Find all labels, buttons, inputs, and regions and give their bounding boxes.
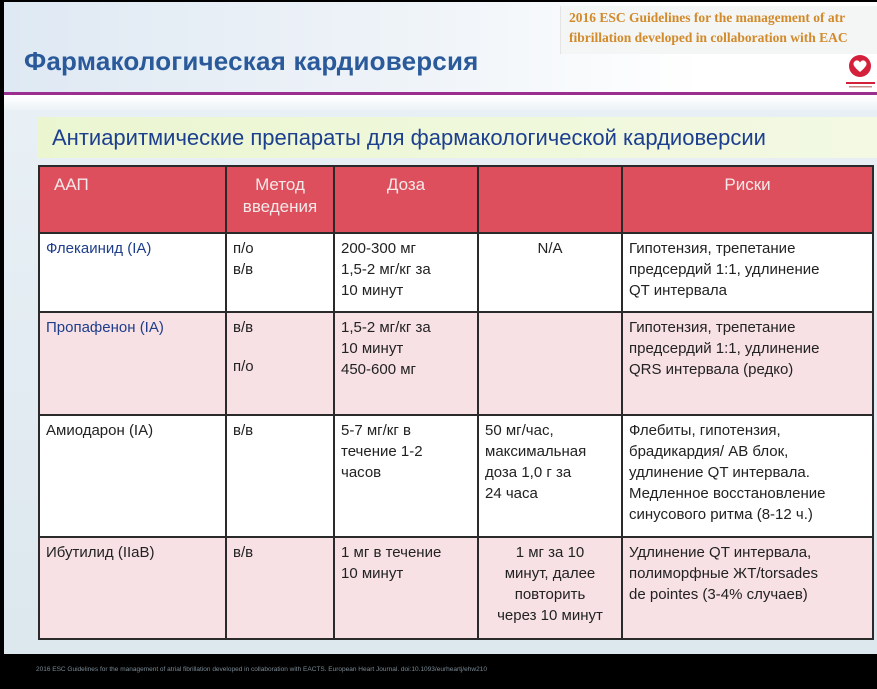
method-line: в/в — [233, 422, 254, 439]
reference-line-1: 2016 ESC Guidelines for the management of atr — [569, 10, 846, 25]
header-method-line-1: Метод — [255, 175, 305, 194]
drug-name: Флекаинид (IA) — [39, 233, 226, 312]
extra-line: 1 мг за 10 — [515, 544, 585, 561]
method-line: в/в — [233, 544, 254, 561]
dose-line: 1 мг в течение — [341, 544, 442, 561]
extra-line: максимальная — [485, 443, 587, 460]
footer-citation: 2016 ESC Guidelines for the management of atrial fibrillation developed in collaboration with EACTS. European Heart Journal. doi:10.1093/eurheartj/ehw210 — [36, 666, 487, 673]
header-aap: ААП — [39, 166, 226, 233]
extra-line: 24 часа — [485, 485, 538, 502]
method-cell — [226, 312, 334, 415]
header-method — [226, 166, 334, 233]
header-dose: Доза — [334, 166, 478, 233]
dose-line: 1,5-2 мг/кг за — [341, 319, 431, 336]
dose-cell — [334, 537, 478, 639]
reference-line-2: fibrillation developed in collaboration with EAC — [569, 30, 848, 45]
risk-line: Флебиты, гипотензия, — [629, 422, 781, 439]
drug-name: Ибутилид (IIaB) — [39, 537, 226, 639]
page-title: Фармакологическая кардиоверсия — [24, 46, 479, 76]
risk-line: Удлинение QT интервала, — [629, 544, 812, 561]
table-row — [39, 312, 873, 415]
risks-cell — [622, 312, 873, 415]
extra-cell — [478, 537, 622, 639]
extra-cell: N/A — [478, 233, 622, 312]
heart-logo-icon — [844, 52, 877, 92]
dose-line: часов — [341, 464, 382, 481]
risk-line: Гипотензия, трепетание — [629, 240, 796, 257]
extra-line: 50 мг/час, — [485, 422, 554, 439]
risk-line: de pointes (3-4% случаев) — [629, 586, 808, 603]
table-header-row — [39, 166, 873, 233]
risk-line: брадикардия/ АВ блок, — [629, 443, 789, 460]
drug-name: Пропафенон (IA) — [39, 312, 226, 415]
table-row — [39, 415, 873, 537]
risk-line: синусового ритма (8-12 ч.) — [629, 506, 813, 523]
dose-line: течение 1-2 — [341, 443, 423, 460]
risk-line: Гипотензия, трепетание — [629, 319, 796, 336]
method-line: п/о — [233, 240, 254, 257]
header-divider — [4, 92, 877, 95]
dose-cell — [334, 415, 478, 537]
dose-line: 10 минут — [341, 282, 404, 299]
subtitle: Антиаритмические препараты для фармакологической кардиоверсии — [38, 117, 877, 158]
method-cell — [226, 415, 334, 537]
header-method-line-2: введения — [242, 197, 318, 216]
table-row — [39, 233, 873, 312]
header-extra — [478, 166, 622, 233]
dose-line: 450-600 мг — [341, 361, 416, 378]
risk-line: полиморфные ЖТ/torsades — [629, 565, 819, 582]
extra-line: повторить — [514, 586, 586, 603]
dose-line: 10 минут — [341, 565, 404, 582]
dose-line: 10 минут — [341, 340, 404, 357]
method-line: в/в — [233, 261, 254, 278]
drug-table — [38, 165, 874, 640]
risk-line: QT интервала — [629, 282, 728, 299]
risks-cell — [622, 233, 873, 312]
dose-line: 200-300 мг — [341, 240, 416, 257]
extra-line: через 10 минут — [497, 607, 603, 624]
method-line: в/в — [233, 319, 254, 336]
risk-line: Медленное восстановление — [629, 485, 826, 502]
table-row — [39, 537, 873, 639]
risks-cell — [622, 537, 873, 639]
method-line: п/о — [233, 358, 254, 375]
method-cell — [226, 537, 334, 639]
dose-line: 5-7 мг/кг в — [341, 422, 411, 439]
extra-cell — [478, 312, 622, 415]
reference-box — [560, 6, 877, 54]
dose-cell — [334, 312, 478, 415]
dose-cell — [334, 233, 478, 312]
drug-name: Амиодарон (IA) — [39, 415, 226, 537]
slide — [4, 2, 877, 673]
header-risks: Риски — [622, 166, 873, 233]
method-cell — [226, 233, 334, 312]
risk-line: удлинение QT интервала. — [629, 464, 810, 481]
risks-cell — [622, 415, 873, 537]
extra-line: минут, далее — [504, 565, 596, 582]
risk-line: QRS интервала (редко) — [629, 361, 794, 378]
extra-cell — [478, 415, 622, 537]
risk-line: предсердий 1:1, удлинение — [629, 261, 820, 278]
dose-line: 1,5-2 мг/кг за — [341, 261, 431, 278]
extra-line: доза 1,0 г за — [485, 464, 572, 481]
risk-line: предсердий 1:1, удлинение — [629, 340, 820, 357]
